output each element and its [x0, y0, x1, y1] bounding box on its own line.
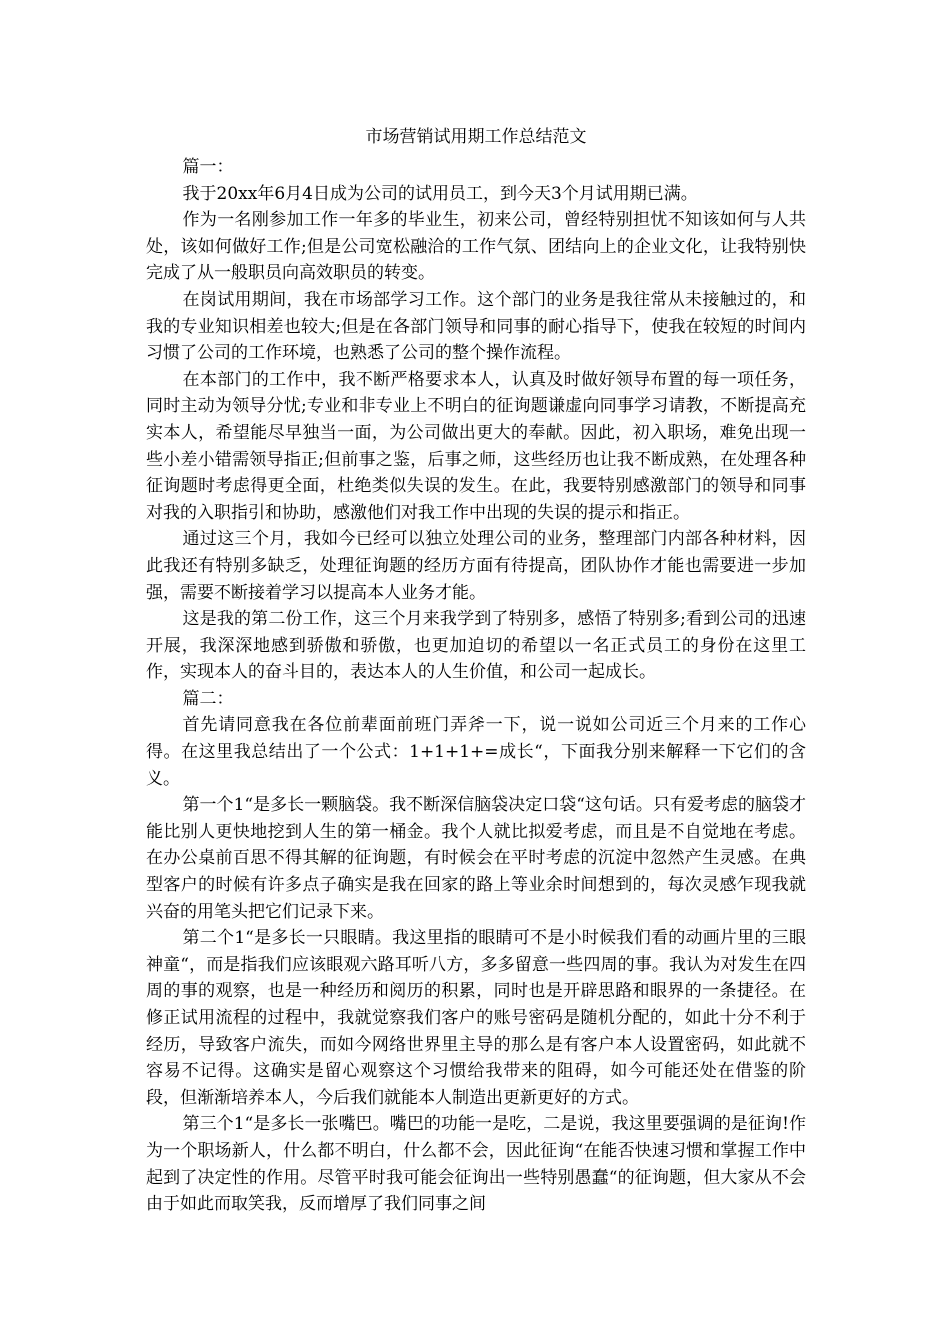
- paragraph-8: 篇二：: [182, 688, 234, 709]
- paragraph-4: 在岗试用期间，我在市场部学习工作。这个部门的业务是我往常从未接触过的，和我的专业知识相差也较大;但是在各部门领导和同事的耐心指导下，使我在较短的时间内习惯了公司的工作环境，也熟悉了公司的整个操作流程。: [146, 289, 806, 364]
- paragraph-12: 第三个1“是多长一张嘴巴。嘴巴的功能一是吃，二是说，我这里要强调的是征询!作为一个职场新人，什么都不明白，什么都不会，因此征询“在能否快速习惯和掌握工作中起到了决定性的作用。尽管平时我可能会征询出一些特别愚蠢“的征询题，但大家从不会由于如此而取笑我，反而增厚了我们同事之间: [146, 1114, 806, 1215]
- paragraph-1: 篇一：: [182, 157, 234, 177]
- paragraph-2: 我于20xx年6月4日成为公司的试用员工，到今天3个月试用期已满。: [182, 183, 698, 204]
- paragraph-10: 第一个1“是多长一颗脑袋。我不断深信脑袋决定口袋“这句话。只有爱考虑的脑袋才能比别人更快地挖到人生的第一桶金。我个人就比拟爱考虑，而且是不自觉地在考虑。在办公桌前百思不得其解的征询题，有时候会在平时考虑的沉淀中忽然产生灵感。在典型客户的时候有许多点子确实是我在回家的路上等业余时间想到的，每次灵感乍现我就兴奋的用笔头把它们记录下来。: [146, 795, 806, 922]
- paragraph-6: 通过这三个月，我如今已经可以独立处理公司的业务，整理部门内部各种材料，因此我还有特别多缺乏，处理征询题的经历方面有待提高，团队协作才能也需要进一步加强，需要不断接着学习以提高本人业务才能。: [146, 529, 806, 603]
- paragraph-7: 这是我的第二份工作，这三个月来我学到了特别多，感悟了特别多;看到公司的迅速开展，我深深地感到骄傲和骄傲，也更加迫切的希望以一名正式员工的身份在这里工作，实现本人的奋斗目的，表达本人的人生价值，和公司一起成长。: [146, 609, 806, 683]
- paragraph-5: 在本部门的工作中，我不断严格要求本人，认真及时做好领导布置的每一项任务，同时主动为领导分忧;专业和非专业上不明白的征询题谦虚向同事学习请教，不断提高充实本人，希望能尽早独当一面，为公司做出更大的奉献。因此，初入职场，难免出现一些小差小错需领导指正;但前事之鉴，后事之师，这些经历也让我不断成熟，在处理各种征询题时考虑得更全面，杜绝类似失误的发生。在此，我要特别感激部门的领导和同事对我的入职指引和协助，感激他们对我工作中出现的失误的提示和指正。: [146, 369, 806, 523]
- paragraph-3: 作为一名刚参加工作一年多的毕业生，初来公司，曾经特别担忧不知该如何与人共处，该如何做好工作;但是公司宽松融洽的工作气氛、团结向上的企业文化，让我特别快完成了从一般职员向高效职员的转变。: [146, 210, 806, 284]
- document-page: [146, 122, 806, 1218]
- paragraph-9: 首先请同意我在各位前辈面前班门弄斧一下，说一说如公司近三个月来的工作心得。在这里我总结出了一个公式：1+1+1+=成长“，下面我分别来解释一下它们的含义。: [146, 715, 806, 789]
- document-title: 市场营销试用期工作总结范文: [365, 127, 587, 147]
- paragraph-11: 第二个1“是多长一只眼睛。我这里指的眼睛可不是小时候我们看的动画片里的三眼神童“，而是指我们应该眼观六路耳听八方，多多留意一些四周的事。我认为对发生在四周的事的观察，也是一种经历和阅历的积累，同时也是开辟思路和眼界的一条捷径。在修正试用流程的过程中，我就觉察我们客户的账号密码是随机分配的，如此十分不利于经历，导致客户流失，而如今网络世界里主导的那么是有客户本人设置密码，如此就不容易不记得。这确实是留心观察这个习惯给我带来的阻碍，如今可能还处在借鉴的阶段，但渐渐培养本人，今后我们就能本人制造出更新更好的方式。: [146, 928, 806, 1108]
